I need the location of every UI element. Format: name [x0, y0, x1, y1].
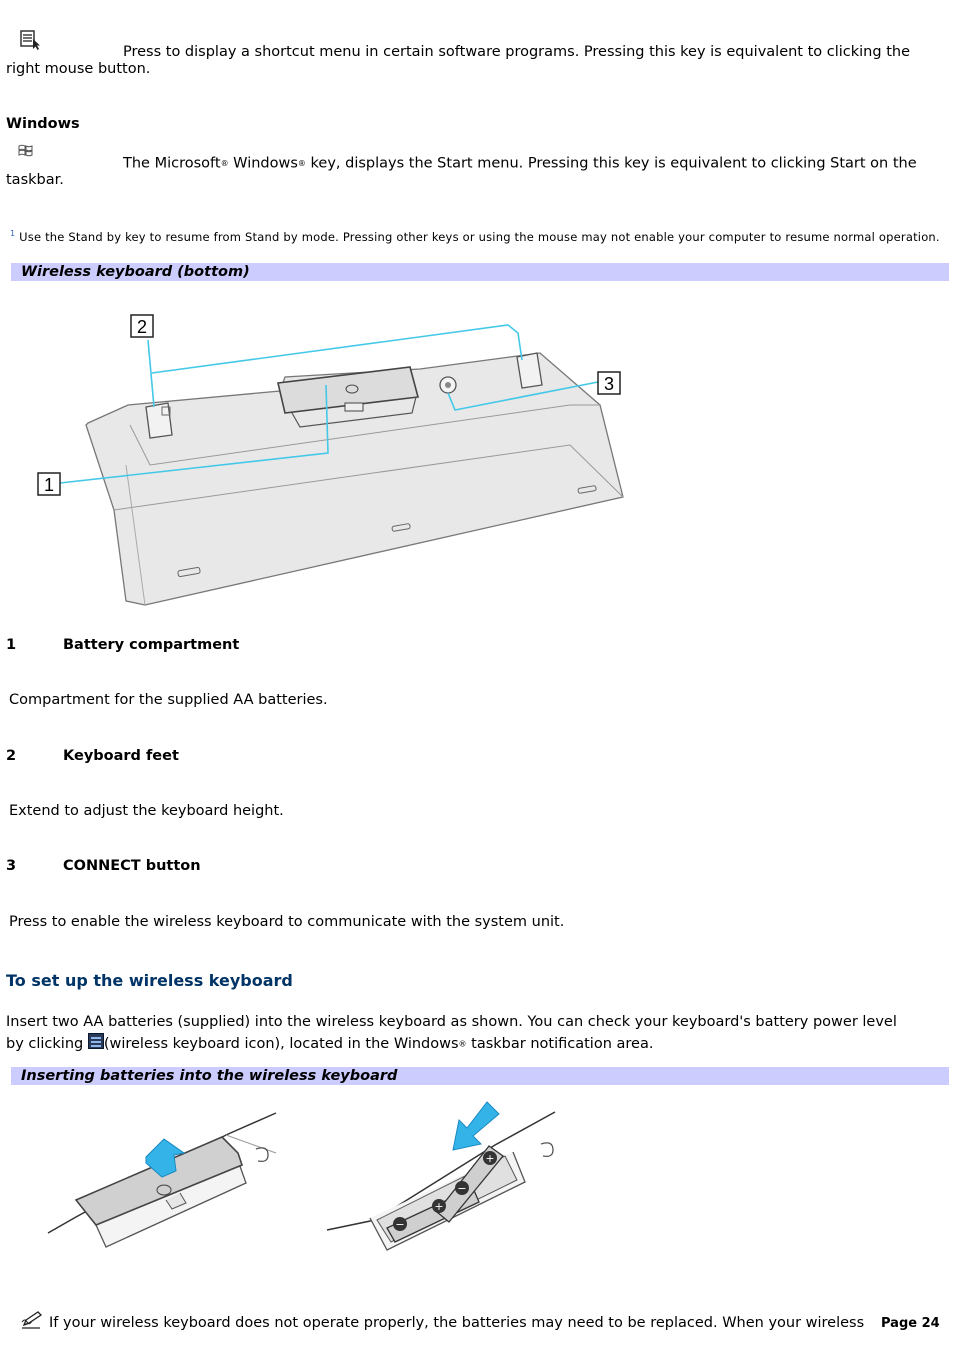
standby-footnote: $^1$ Use the Stand by key to resume from Stand by mode. Pressing other keys or using the mouse may not enable your computer to resume normal operation.	[10, 229, 940, 244]
setup-paragraph: Insert two AA batteries (supplied) into the wireless keyboard as shown. You can check your keyboard's battery power level	[6, 1014, 897, 1030]
item-3-number: 3	[6, 858, 17, 874]
menu-key-icon	[20, 30, 42, 50]
item-2-description: Extend to adjust the keyboard height.	[9, 803, 284, 819]
item-1-number: 1	[6, 637, 17, 653]
menu-key-description-cont: right mouse button.	[6, 61, 151, 77]
battery-insert-illustration	[325, 1100, 557, 1255]
windows-key-description: The Microsoft® Windows® key, displays the Start menu. Pressing this key is equivalent to clicking Start on the	[123, 155, 917, 172]
battery-cover-illustration	[46, 1105, 278, 1255]
windows-heading: Windows	[6, 116, 80, 132]
battery-minus-icon-2: −	[457, 1182, 467, 1195]
windows-key-description-cont: taskbar.	[6, 172, 64, 188]
note-pen-icon	[20, 1310, 44, 1330]
setup-heading: To set up the wireless keyboard	[6, 971, 293, 990]
item-2-title: Keyboard feet	[63, 748, 179, 764]
item-2-number: 2	[6, 748, 17, 764]
callout-3: 3	[603, 374, 615, 394]
callout-1: 1	[43, 475, 55, 495]
item-1-description: Compartment for the supplied AA batteries.	[9, 692, 328, 708]
item-1-title: Battery compartment	[63, 637, 240, 653]
wireless-keyboard-icon	[88, 1033, 104, 1049]
item-3-description: Press to enable the wireless keyboard to communicate with the system unit.	[9, 914, 565, 930]
footnote-marker[interactable]: 1	[10, 229, 16, 238]
battery-plus-icon-2: +	[485, 1152, 495, 1165]
callout-2: 2	[136, 317, 148, 337]
windows-key-icon	[17, 143, 35, 159]
menu-key-description: Press to display a shortcut menu in certain software programs. Pressing this key is equivalent to clicking the	[123, 44, 910, 60]
keyboard-bottom-illustration	[30, 305, 640, 615]
item-3-title: CONNECT button	[63, 858, 201, 874]
battery-plus-icon: +	[434, 1200, 444, 1213]
battery-minus-icon: −	[395, 1218, 405, 1231]
banner-inserting-batteries: Inserting batteries into the wireless keyboard	[11, 1067, 949, 1085]
banner-keyboard-bottom: Wireless keyboard (bottom)	[11, 263, 949, 281]
setup-paragraph-cont: by clicking (wireless keyboard icon), located in the Windows® taskbar notification area.	[6, 1033, 653, 1055]
note-text: If your wireless keyboard does not operate properly, the batteries may need to be replaced. When your wireless	[49, 1315, 865, 1331]
page-number: Page 24	[881, 1313, 940, 1334]
